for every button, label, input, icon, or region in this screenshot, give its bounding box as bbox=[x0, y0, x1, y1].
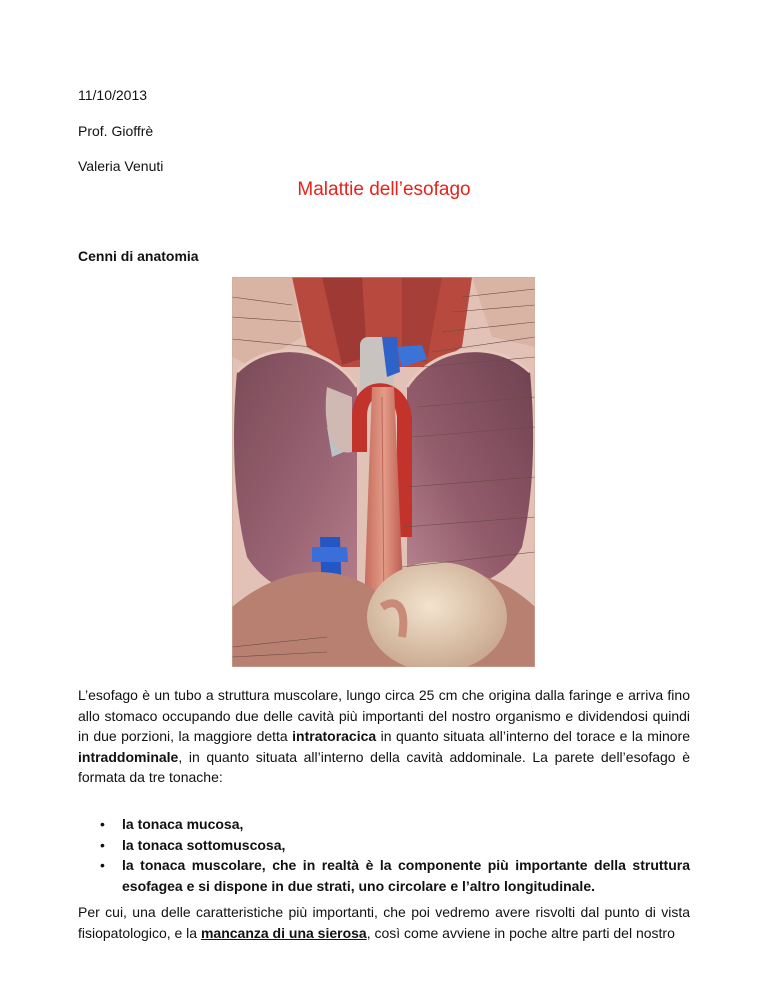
term-intratoracica: intratoracica bbox=[292, 728, 377, 744]
section-heading: Cenni di anatomia bbox=[78, 248, 199, 264]
anatomy-illustration-icon bbox=[232, 277, 535, 667]
paragraph-1 bbox=[78, 685, 690, 788]
paragraph-2-text-a: Per cui, una delle caratteristiche più importanti, che poi vedremo avere risvolti dal punto di vista fisiopatologico, e la bbox=[78, 904, 690, 941]
list-item-text: la tonaca mucosa, bbox=[122, 816, 244, 832]
term-mancanza-sierosa: mancanza di una sierosa bbox=[200, 924, 367, 941]
bullet-icon: • bbox=[100, 816, 105, 832]
list-item bbox=[78, 855, 690, 896]
list-item bbox=[78, 814, 690, 835]
term-intraddominale: intraddominale bbox=[78, 748, 179, 765]
paragraph-2 bbox=[78, 902, 690, 943]
paragraph-2-text-b: , così come avviene in poche altre parti del nostro bbox=[366, 924, 675, 941]
document-title: Malattie dell’esofago bbox=[297, 179, 471, 200]
paragraph-1-text-c: , in quanto situata all’interno della cavità addominale. La parete dell’esofago è formata da tre tonache: bbox=[78, 748, 690, 785]
bullet-icon: • bbox=[100, 836, 105, 853]
professor-line: Prof. Gioffrè bbox=[78, 123, 154, 139]
list-item-text: la tonaca muscolare, che in realtà è la componente più importante della struttura esofagea e si dispone in due strati, uno circolare e l’altro longitudinale. bbox=[122, 857, 690, 894]
bullet-icon: • bbox=[100, 857, 105, 873]
tonache-list bbox=[78, 814, 690, 896]
list-item-text: la tonaca sottomuscosa, bbox=[122, 836, 286, 853]
paragraph-1-text-a: L’esofago è un tubo a struttura muscolare, lungo circa 25 cm che origina dalla faringe e arriva fino allo stomaco occupando due delle cavità più importanti del nostro organismo e dividendosi quindi in due porzioni, la maggiore detta bbox=[78, 687, 690, 744]
esophagus-anatomy-figure bbox=[232, 277, 535, 667]
paragraph-1-text-b: in quanto situata all’interno del torace e la minore bbox=[376, 728, 690, 744]
author-line: Valeria Venuti bbox=[78, 158, 164, 174]
list-item bbox=[78, 835, 690, 856]
date-line: 11/10/2013 bbox=[78, 87, 148, 103]
